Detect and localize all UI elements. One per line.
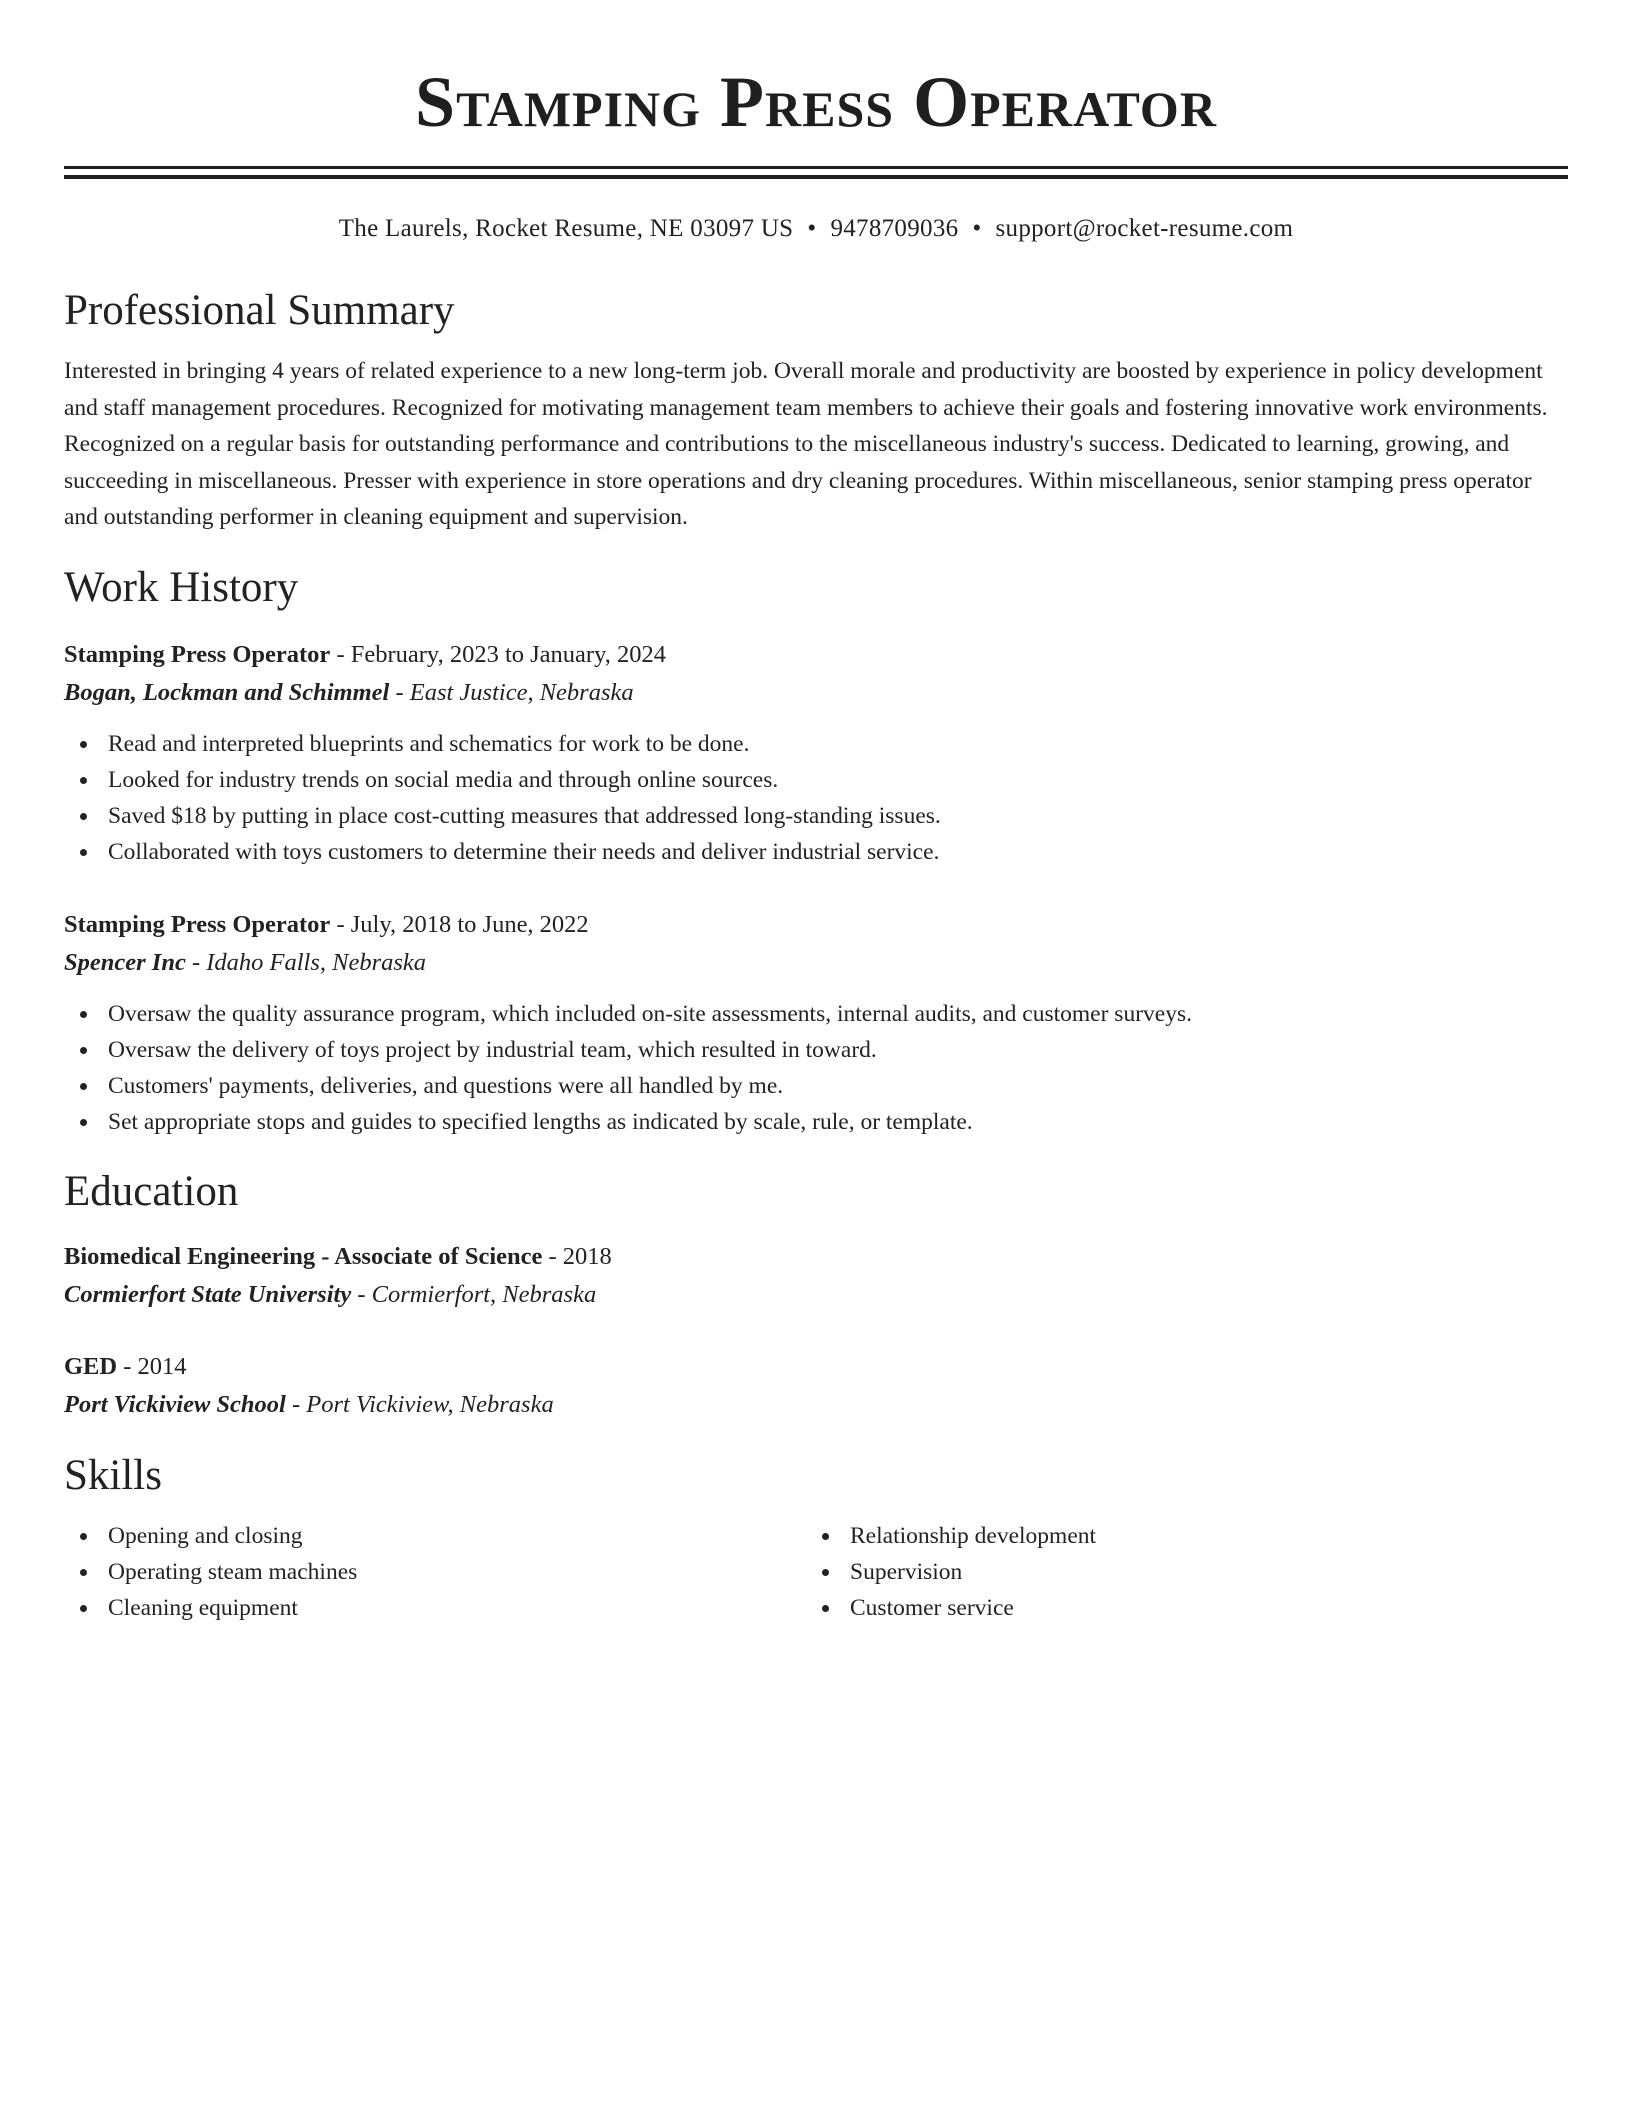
job-dates: - July, 2018 to June, 2022: [330, 910, 589, 938]
list-item: Read and interpreted blueprints and schematics for work to be done.: [64, 726, 1568, 762]
list-item: Oversaw the delivery of toys project by industrial team, which resulted in toward.: [64, 1032, 1568, 1068]
contact-email: support@rocket-resume.com: [995, 215, 1294, 242]
skills-heading: Skills: [64, 1451, 162, 1499]
education-entry: [64, 1238, 1568, 1314]
list-item: Saved $18 by putting in place cost-cutting measures that addressed long-standing issues.: [64, 798, 1568, 834]
education-degree: Biomedical Engineering - Associate of Science: [64, 1242, 543, 1270]
job-title: Stamping Press Operator: [64, 910, 331, 938]
list-item: Oversaw the quality assurance program, which included on-site assessments, internal audits, and customer surveys.: [64, 996, 1568, 1032]
education-year: - 2018: [542, 1242, 612, 1270]
education-school: Port Vickiview School: [64, 1390, 286, 1418]
education-degree-line: [64, 1238, 1568, 1276]
job-entry: [64, 636, 1568, 870]
education-degree-line: [64, 1348, 1568, 1386]
education-entry: [64, 1348, 1568, 1424]
job-title-line: [64, 906, 1568, 944]
skills-list-right: [806, 1518, 1548, 1626]
resume-title: Stamping Press Operator: [415, 62, 1217, 142]
resume-page: [64, 0, 1568, 1626]
job-location: - Idaho Falls, Nebraska: [185, 948, 427, 976]
summary-text: Interested in bringing 4 years of related experience to a new long-term job. Overall morale and productivity are boosted by experience in policy development and staff management procedures. Recognized for motivating management team members to achieve their goals and fostering innovative work environments. Recognized on a regular basis for outstanding performance and contributions to the miscellaneous industry's success. Dedicated to learning, growing, and succeeding in miscellaneous. Presser with experience in store operations and dry cleaning procedures. Within miscellaneous, senior stamping press operator and outstanding performer in cleaning equipment and supervision.: [64, 358, 1548, 530]
list-item: Customer service: [806, 1590, 1548, 1626]
education-heading: Education: [64, 1167, 239, 1215]
list-item: Opening and closing: [64, 1518, 806, 1554]
list-item: Cleaning equipment: [64, 1590, 806, 1626]
skills-columns: [64, 1518, 1568, 1626]
job-dates: - February, 2023 to January, 2024: [330, 640, 666, 668]
education-school: Cormierfort State University: [64, 1280, 352, 1308]
contact-separator: •: [807, 215, 817, 242]
job-duties-list: [64, 726, 1568, 870]
title-divider-bottom: [64, 175, 1568, 179]
education-year: - 2014: [117, 1352, 187, 1380]
contact-separator: •: [972, 215, 982, 242]
skills-list-left: [64, 1518, 806, 1626]
contact-phone: 9478709036: [830, 215, 959, 242]
education-school-line: [64, 1276, 1568, 1314]
list-item: Operating steam machines: [64, 1554, 806, 1590]
job-company-line: [64, 674, 1568, 712]
job-title-line: [64, 636, 1568, 674]
job-duties-list: [64, 996, 1568, 1140]
job-entry: [64, 906, 1568, 1140]
list-item: Looked for industry trends on social media and through online sources.: [64, 762, 1568, 798]
job-company: Spencer Inc: [64, 948, 186, 976]
job-company-line: [64, 944, 1568, 982]
education-degree: GED: [64, 1352, 118, 1380]
work-history-heading: Work History: [64, 563, 299, 611]
list-item: Customers' payments, deliveries, and questions were all handled by me.: [64, 1068, 1568, 1104]
contact-line: [64, 213, 1568, 245]
education-school-line: [64, 1386, 1568, 1424]
list-item: Relationship development: [806, 1518, 1548, 1554]
list-item: Supervision: [806, 1554, 1548, 1590]
job-location: - East Justice, Nebraska: [389, 678, 634, 706]
list-item: Set appropriate stops and guides to specified lengths as indicated by scale, rule, or template.: [64, 1104, 1568, 1140]
job-title: Stamping Press Operator: [64, 640, 331, 668]
summary-heading: Professional Summary: [64, 287, 455, 334]
list-item: Collaborated with toys customers to determine their needs and deliver industrial service.: [64, 834, 1568, 870]
title-divider-top: [64, 166, 1568, 169]
contact-address: The Laurels, Rocket Resume, NE 03097 US: [338, 215, 794, 242]
education-location: - Cormierfort, Nebraska: [351, 1280, 597, 1308]
education-location: - Port Vickiview, Nebraska: [285, 1390, 554, 1418]
job-company: Bogan, Lockman and Schimmel: [64, 678, 390, 706]
